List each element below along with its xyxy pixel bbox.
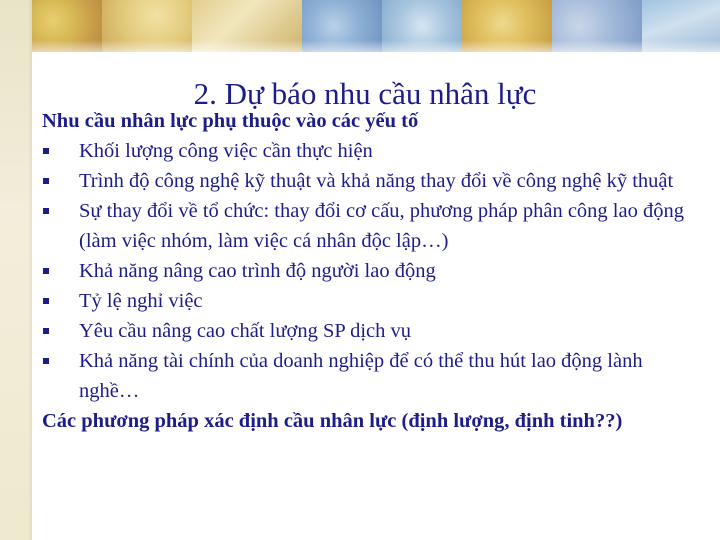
square-bullet-icon bbox=[43, 178, 49, 184]
list-item bbox=[42, 346, 697, 406]
list-item-text: Tỷ lệ nghỉ việc bbox=[79, 290, 203, 312]
list-item bbox=[42, 166, 697, 196]
closing-line: Các phương pháp xác định cầu nhân lực (định lượng, định tinh??) bbox=[42, 410, 623, 432]
square-bullet-icon bbox=[43, 358, 49, 364]
square-bullet-icon bbox=[43, 328, 49, 334]
square-bullet-icon bbox=[43, 148, 49, 154]
list-item-text: Sự thay đổi về tổ chức: thay đổi cơ cấu, phương pháp phân công lao động (làm việc nhóm, làm việc cá nhân độc lập…) bbox=[79, 200, 684, 252]
square-bullet-icon bbox=[43, 208, 49, 214]
slide-title: 2. Dự báo nhu cầu nhân lực bbox=[193, 75, 537, 111]
list-item-text: Trình độ công nghệ kỹ thuật và khả năng thay đổi về công nghệ kỹ thuật bbox=[79, 170, 674, 192]
factor-list bbox=[42, 136, 697, 406]
list-item-text: Khối lượng công việc cần thực hiện bbox=[79, 140, 373, 162]
list-item bbox=[42, 316, 697, 346]
square-bullet-icon bbox=[43, 298, 49, 304]
list-item-text: Yêu cầu nâng cao chất lượng SP dịch vụ bbox=[79, 320, 412, 342]
slide-content bbox=[42, 106, 697, 436]
square-bullet-icon bbox=[43, 268, 49, 274]
intro-line: Nhu cầu nhân lực phụ thuộc vào các yếu tố bbox=[42, 110, 419, 132]
list-item-text: Khả năng nâng cao trình độ người lao động bbox=[79, 260, 436, 282]
list-item bbox=[42, 286, 697, 316]
list-item bbox=[42, 136, 697, 166]
banner-fade bbox=[32, 40, 720, 60]
list-item-text: Khả năng tài chính của doanh nghiệp để có thể thu hút lao động lành nghề… bbox=[79, 350, 643, 402]
list-item bbox=[42, 196, 697, 256]
list-item bbox=[42, 256, 697, 286]
